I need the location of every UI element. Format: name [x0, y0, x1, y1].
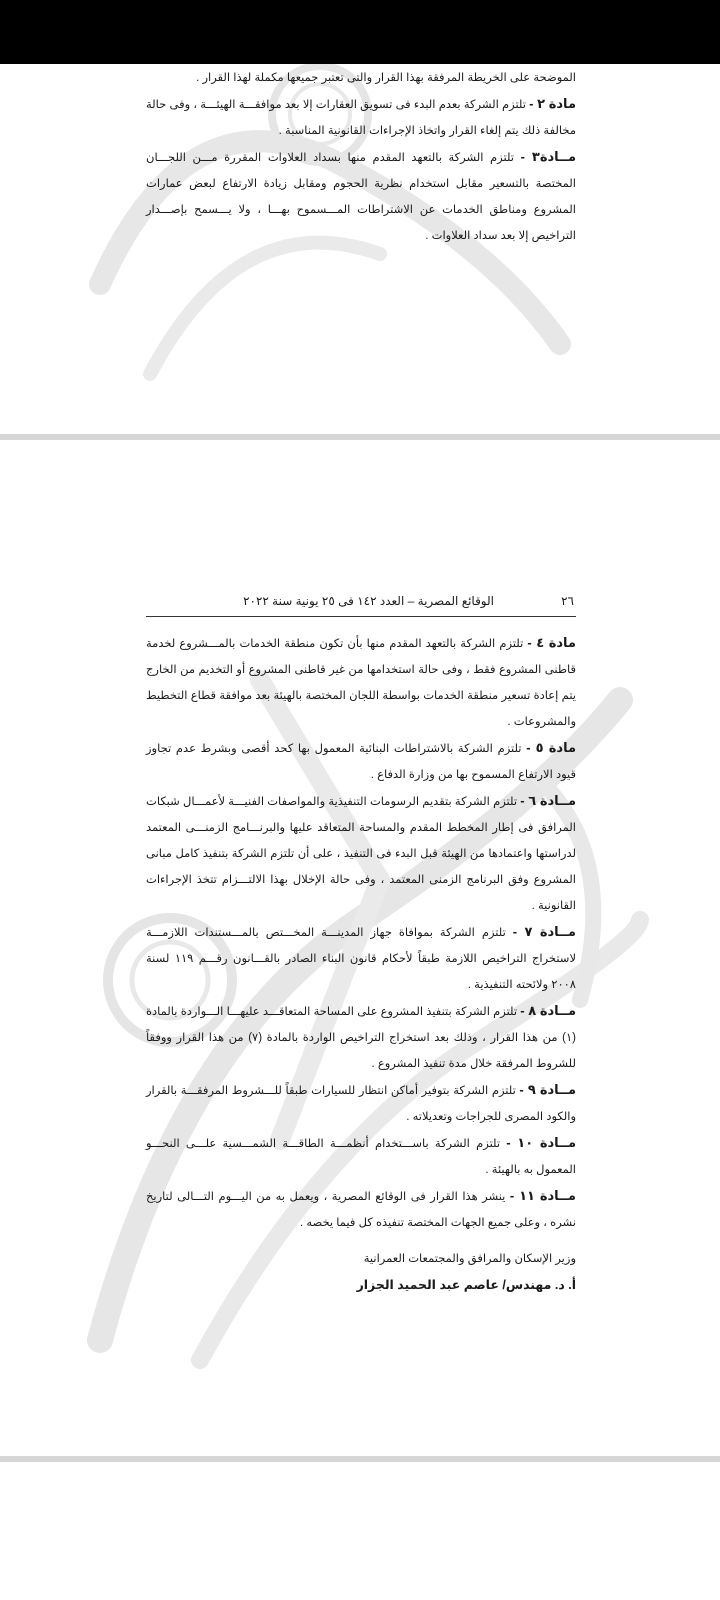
- article-label: مادة ٤ -: [527, 635, 576, 650]
- article-label: مادة ٢ -: [529, 96, 576, 111]
- signatory-name: أ. د. مهندس/ عاصم عبد الحميد الجزار: [356, 1278, 576, 1292]
- article-label: مــادة ٦ -: [520, 793, 576, 808]
- paragraph-text: تلتزم الشركة بعدم البدء فى تسويق العقارات إلا بعد موافقـــة الهيئـــة ، وفى حالة مخالفة ذلك يتم إلغاء القرار واتخاذ الإجراءات القانونية المناسبة .: [146, 99, 576, 137]
- gazette-title: الوقائع المصرية – العدد ١٤٢ فى ٢٥ يونية سنة ٢٠٢٢: [243, 594, 494, 608]
- article-label: مادة ٥ -: [526, 740, 576, 755]
- paragraph: [146, 1130, 576, 1183]
- article-label: مــادة ١٠ -: [506, 1135, 576, 1150]
- paragraph: [146, 91, 576, 144]
- paragraph-text: تلتزم الشركة بتقديم الرسومات التنفيذية والمواصفات الفنيـــة لأعمـــال شبكات المرافق فى إطار المخطط المقدم والمساحة المتعاقد عليها والبرنـــامج الزمنـــى المعتمد لدراستها واعتمادها من الهيئة قبل البدء فى التنفيذ ، على أن تلتزم الشركة بتنفيذ كامل مبانى المشروع وفق البرنامج الزمنى المعتمد ، وفى حالة الإخلال بهذا الالتـــزام تتخذ الإجراءات القانونية .: [146, 796, 576, 912]
- article-label: مــادة ٧ -: [512, 924, 576, 939]
- status-bar: [0, 0, 720, 64]
- article-label: مــادة ٩ -: [519, 1082, 576, 1097]
- signatory-position: وزير الإسكان والمرافق والمجتمعات العمرانية: [363, 1253, 576, 1265]
- paragraph: [146, 1077, 576, 1130]
- article-label: مــادة ٨ -: [520, 1003, 576, 1018]
- paragraph: [146, 919, 576, 998]
- paragraph-text: تلتزم الشركة بموافاة جهاز المدينـــة المخـــتص بالمـــستندات اللازمـــة لاستخراج التراخيص اللازمة طبقاً لأحكام قانون البناء الصادر بالقـــانون رقـــم ١١٩ لسنة ٢٠٠٨ ولائحته التنفيذية .: [146, 927, 577, 991]
- paragraph: [146, 788, 576, 919]
- paragraph-text: تلتزم الشركة باســـتخدام أنظمـــة الطاقـــة الشمـــسية علـــى النحـــو المعمول به بالهيئة .: [146, 1138, 576, 1176]
- signature-block: [146, 1246, 576, 1298]
- page2-body: [146, 630, 576, 1298]
- paragraph-text: تلتزم الشركة بالتعهد المقدم منها بسداد العلاوات المقررة مـــن اللجـــان المختصة بالتسعير مقابل استخدام نظرية الحجوم ومقابل زيادة الارتفاع لبعض عمارات المشروع ومناطق الخدمات عن الاشتراطات المـــسموح بهـــا ، ولا يـــسمح بإصـــدار التراخيص إلا بعد سداد العلاوات .: [146, 152, 576, 242]
- paragraph: [146, 144, 576, 249]
- paragraph-text: تلتزم الشركة بالتعهد المقدم منها بأن تكون منطقة الخدمات بالمـــشروع لخدمة قاطنى المشروع فقط ، وفى حالة استخدامها من غير قاطنى المشروع أو التخديم من الخارج يتم إعادة تسعير منطقة الخدمات بواسطة اللجان المختصة بالهيئة بعد موافقة قطاع التخطيط والمشروعات .: [146, 638, 576, 728]
- article-label: مــادة٣ -: [520, 149, 576, 164]
- paragraph-text: تلتزم الشركة بالاشتراطات البنائية المعمول بها كحد أقصى وبشرط عدم تجاوز قيود الارتفاع المسموح بها من وزارة الدفاع .: [146, 743, 576, 781]
- paragraph: [146, 998, 576, 1077]
- page1-body: [146, 64, 576, 249]
- paragraph-text: تلتزم الشركة بتنفيذ المشروع على المساحة المتعاقـــد عليهـــا الـــواردة بالمادة (١) من هذا القرار ، وذلك بعد استخراج التراخيص الواردة بالمادة (٧) من هذا القرار ووفقاً للشروط المرفقة خلال مدة تنفيذ المشروع .: [146, 1006, 576, 1070]
- paragraph-text: ينشر هذا القرار فى الوقائع المصرية ، ويعمل به من اليـــوم التـــالى لتاريخ نشره ، وعلى جميع الجهات المختصة تنفيذه كل فيما يخصه .: [146, 1191, 576, 1229]
- paragraph: [146, 630, 576, 735]
- document-page: [0, 440, 720, 1456]
- paragraph-text: الموضحة على الخريطة المرفقة بهذا القرار والتى تعتبر جميعها مكملة لهذا القرار .: [196, 72, 576, 84]
- document-page-fragment: [0, 64, 720, 434]
- paragraph: [146, 735, 576, 788]
- article-label: مــادة ١١ -: [509, 1188, 576, 1203]
- paragraph: [146, 64, 576, 91]
- document-page-blank: [0, 1462, 720, 1600]
- paragraph: [146, 1183, 576, 1236]
- page-header: [146, 592, 576, 617]
- paragraph-text: تلتزم الشركة بتوفير أماكن انتظار للسيارات طبقاً للـــشروط المرفقـــة بالقرار والكود المصرى للجراجات وتعديلاته .: [146, 1085, 576, 1123]
- page-number: ٢٦: [561, 594, 574, 608]
